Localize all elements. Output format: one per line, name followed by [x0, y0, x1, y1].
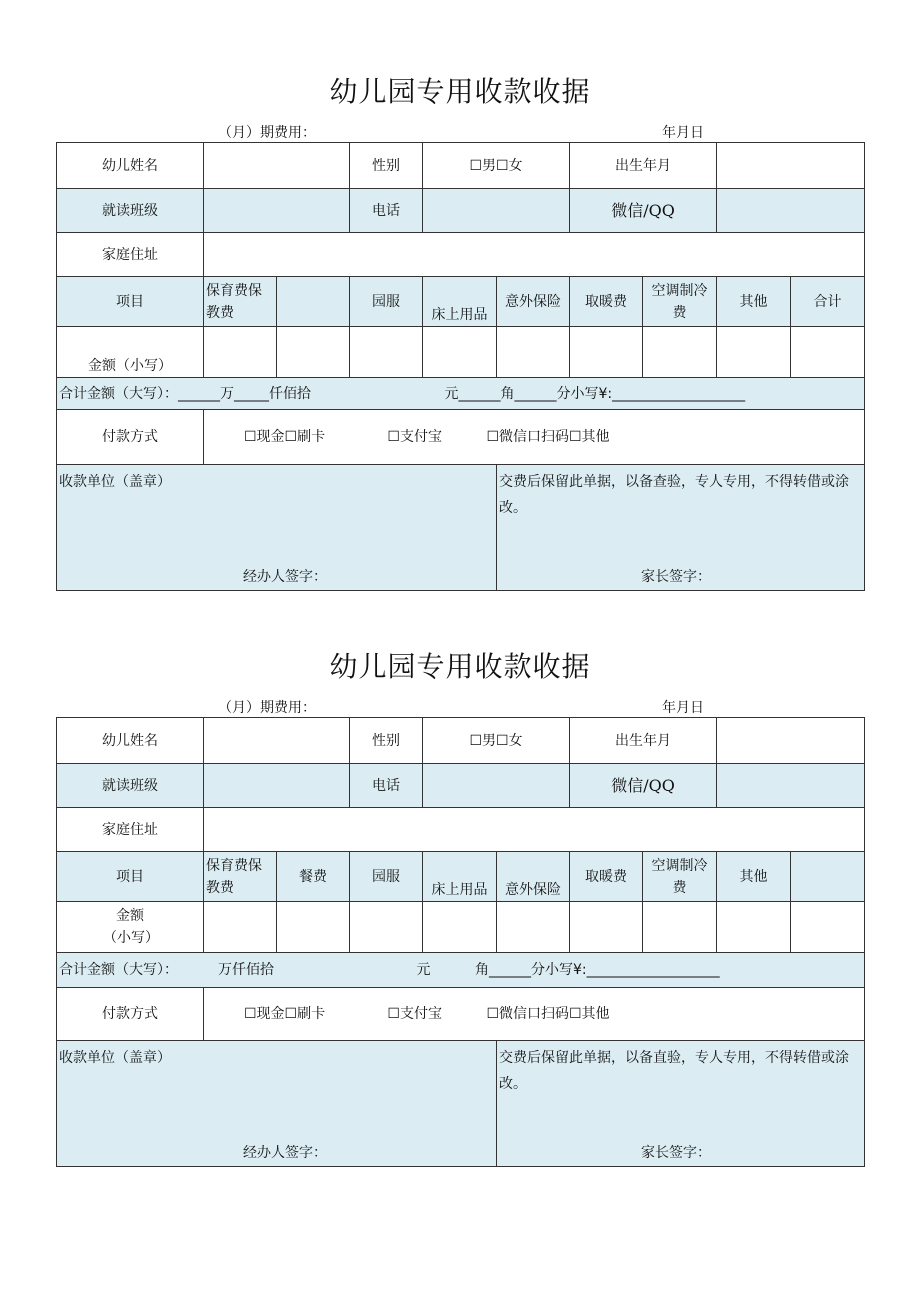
- gender-options[interactable]: ☐男☐女: [423, 718, 570, 764]
- amount-cell[interactable]: [497, 902, 570, 953]
- payee-label: 收款单位（盖章）: [59, 1050, 171, 1066]
- item-header: 意外保险: [497, 852, 570, 902]
- receipt-table: [56, 717, 865, 1167]
- payment-options[interactable]: ☐现金☐刷卡 ☐支付宝 ☐微信口扫码☐其他: [204, 988, 865, 1041]
- class-label: 就读班级: [57, 764, 204, 808]
- row-address: [57, 233, 865, 277]
- row-items: [57, 277, 865, 327]
- item-header: 取暖费: [570, 852, 643, 902]
- child-name-label: 幼儿姓名: [57, 718, 204, 764]
- row-child-info: [57, 143, 865, 189]
- amount-cell[interactable]: [350, 327, 423, 378]
- row-total: [57, 953, 865, 988]
- amount-cell[interactable]: [277, 327, 350, 378]
- item-header: 园服: [350, 277, 423, 327]
- row-items: [57, 852, 865, 902]
- wechat-label: 微信/QQ: [570, 189, 717, 233]
- date-label: 年月日: [662, 700, 704, 716]
- receipt-meta: [56, 697, 864, 717]
- row-payment: [57, 988, 865, 1041]
- birth-field[interactable]: [717, 143, 865, 189]
- period-label: （月）期费用：: [218, 125, 316, 141]
- item-header: 空调制冷费: [643, 277, 717, 327]
- handler-signature-label: 经办人签字：: [243, 1145, 327, 1161]
- row-payment: [57, 410, 865, 465]
- row-total: [57, 378, 865, 410]
- item-header: 取暖费: [570, 277, 643, 327]
- birth-field[interactable]: [717, 718, 865, 764]
- amount-cell[interactable]: [423, 327, 497, 378]
- row-address: [57, 808, 865, 852]
- wechat-label: 微信/QQ: [570, 764, 717, 808]
- payee-box: [57, 465, 497, 591]
- receipt-title: 幼儿园专用收款收据: [329, 75, 591, 108]
- receipt-meta: [56, 122, 864, 142]
- phone-label: 电话: [350, 764, 423, 808]
- row-child-info: [57, 718, 865, 764]
- payment-label: 付款方式: [57, 988, 204, 1041]
- item-header: 空调制冷费: [643, 852, 717, 902]
- date-label: 年月日: [662, 125, 704, 141]
- payee-box: [57, 1041, 497, 1167]
- amount-cell[interactable]: [570, 902, 643, 953]
- address-field[interactable]: [204, 808, 865, 852]
- gender-options[interactable]: ☐男☐女: [423, 143, 570, 189]
- item-header: 合计: [791, 277, 865, 327]
- total-amount-line[interactable]: 合计金额（大写）： 万仟佰拾 元 角______分小写¥:___________________: [57, 953, 865, 988]
- payment-label: 付款方式: [57, 410, 204, 465]
- notice-box: [497, 1041, 865, 1167]
- row-class-info: [57, 764, 865, 808]
- wechat-field[interactable]: [717, 189, 865, 233]
- parent-signature-label: 家长签字：: [641, 569, 711, 585]
- receipt-table: [56, 142, 865, 591]
- parent-signature-label: 家长签字：: [641, 1145, 711, 1161]
- amount-cell[interactable]: [277, 902, 350, 953]
- amount-cell[interactable]: [570, 327, 643, 378]
- amount-cell[interactable]: [791, 902, 865, 953]
- item-header: 意外保险: [497, 277, 570, 327]
- handler-signature-label: 经办人签字：: [243, 569, 327, 585]
- notice-text: 交费后保留此单据，以备查验，专人专用，不得转借或涂改。: [499, 474, 849, 516]
- item-header: 床上用品: [423, 852, 497, 902]
- amount-cell[interactable]: [643, 902, 717, 953]
- notice-text: 交费后保留此单据，以备直验，专人专用，不得转借或涂改。: [499, 1050, 849, 1092]
- notice-box: [497, 465, 865, 591]
- amount-cell[interactable]: [643, 327, 717, 378]
- class-label: 就读班级: [57, 189, 204, 233]
- row-signatures: [57, 1041, 865, 1167]
- item-header: 床上用品: [423, 277, 497, 327]
- child-name-field[interactable]: [204, 718, 350, 764]
- row-class-info: [57, 189, 865, 233]
- item-header: 园服: [350, 852, 423, 902]
- item-header: 其他: [717, 852, 791, 902]
- row-signatures: [57, 465, 865, 591]
- amount-cell[interactable]: [791, 327, 865, 378]
- item-header: 保育费保教费: [204, 852, 277, 902]
- payee-label: 收款单位（盖章）: [59, 474, 171, 490]
- wechat-field[interactable]: [717, 764, 865, 808]
- child-name-label: 幼儿姓名: [57, 143, 204, 189]
- total-amount-line[interactable]: 合计金额（大写）：______万_____仟佰拾 元______角______分小写¥:___________________: [57, 378, 865, 410]
- birth-label: 出生年月: [570, 718, 717, 764]
- item-header: [277, 277, 350, 327]
- amount-cell[interactable]: [423, 902, 497, 953]
- address-field[interactable]: [204, 233, 865, 277]
- amount-cell[interactable]: [717, 327, 791, 378]
- gender-label: 性别: [350, 143, 423, 189]
- class-field[interactable]: [204, 764, 350, 808]
- phone-field[interactable]: [423, 189, 570, 233]
- row-amount: [57, 327, 865, 378]
- amount-label: 金额（小写）: [57, 327, 204, 378]
- amount-cell[interactable]: [497, 327, 570, 378]
- item-header: 保育费保教费: [204, 277, 277, 327]
- items-label: 项目: [57, 277, 204, 327]
- amount-cell[interactable]: [717, 902, 791, 953]
- receipt-title: 幼儿园专用收款收据: [329, 650, 591, 683]
- period-label: （月）期费用：: [218, 700, 316, 716]
- gender-label: 性别: [350, 718, 423, 764]
- item-header: 其他: [717, 277, 791, 327]
- amount-cell[interactable]: [204, 327, 277, 378]
- amount-cell[interactable]: [204, 902, 277, 953]
- items-label: 项目: [57, 852, 204, 902]
- amount-cell[interactable]: [350, 902, 423, 953]
- phone-field[interactable]: [423, 764, 570, 808]
- item-header: 餐费: [277, 852, 350, 902]
- amount-label: 金额（小写）: [57, 902, 204, 953]
- class-field[interactable]: [204, 189, 350, 233]
- payment-options[interactable]: ☐现金☐刷卡 ☐支付宝 ☐微信口扫码☐其他: [204, 410, 865, 465]
- phone-label: 电话: [350, 189, 423, 233]
- row-amount: [57, 902, 865, 953]
- birth-label: 出生年月: [570, 143, 717, 189]
- address-label: 家庭住址: [57, 808, 204, 852]
- address-label: 家庭住址: [57, 233, 204, 277]
- item-header: [791, 852, 865, 902]
- child-name-field[interactable]: [204, 143, 350, 189]
